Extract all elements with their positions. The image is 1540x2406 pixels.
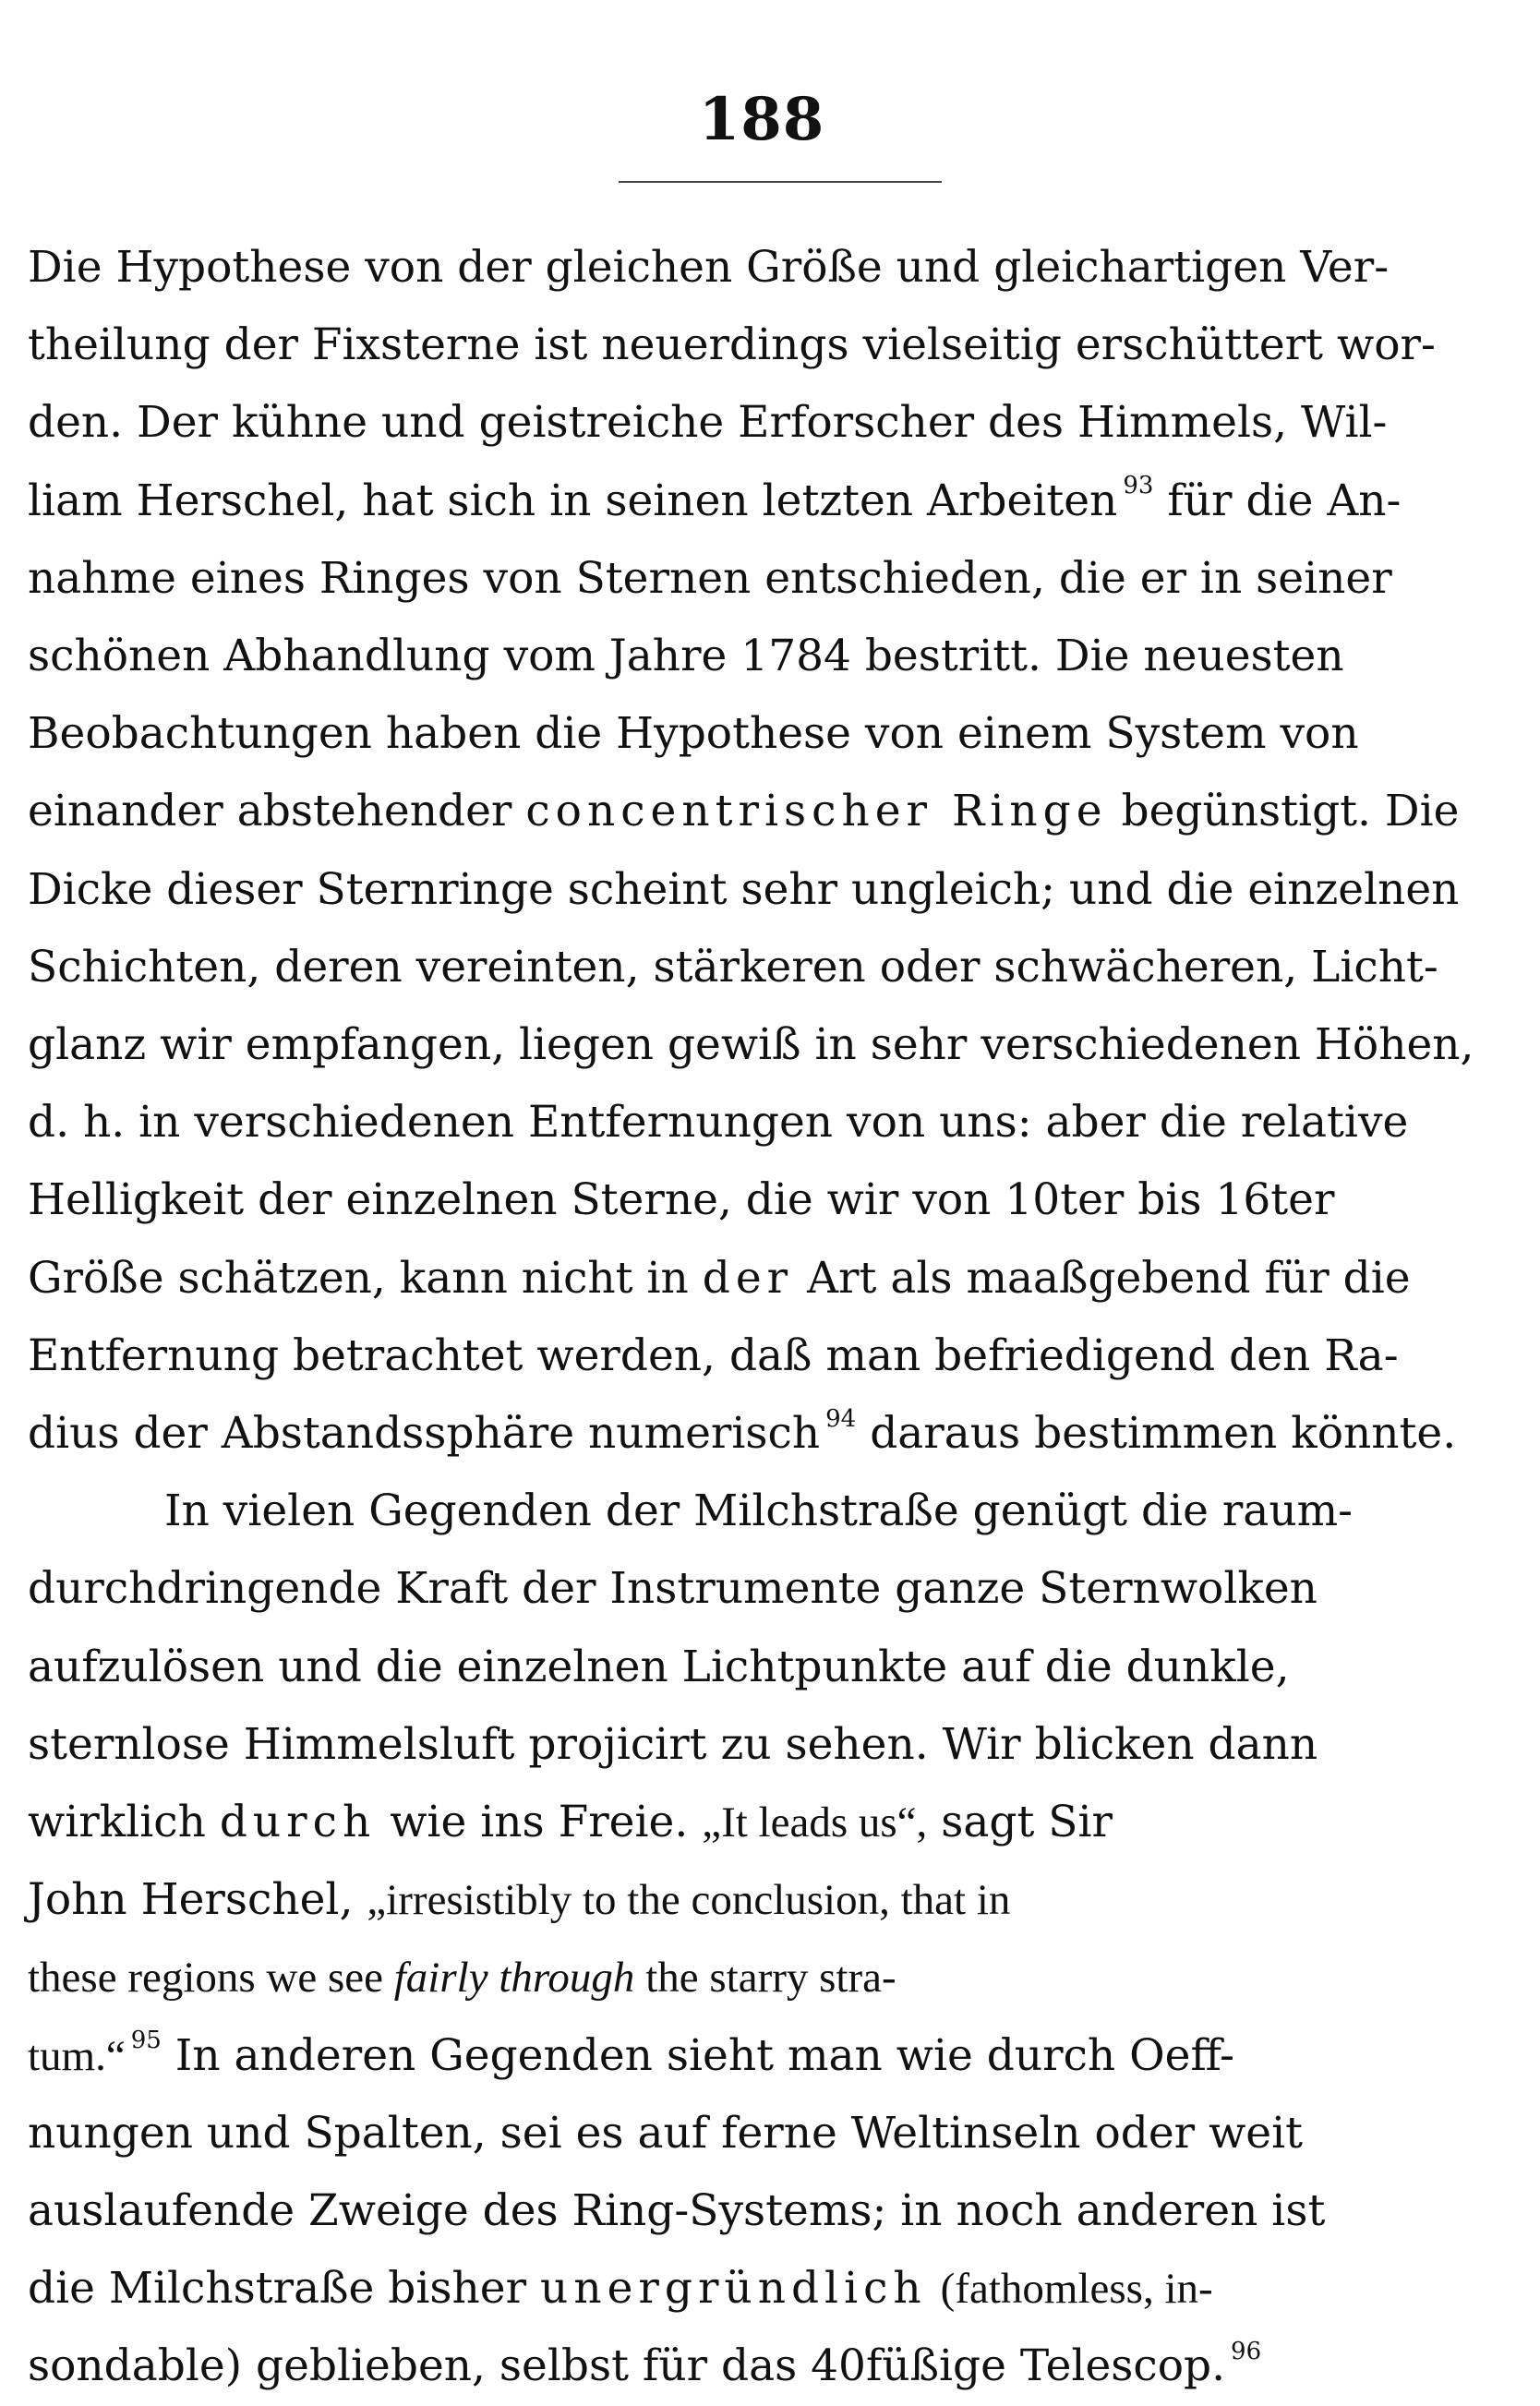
- text-line: [28, 1784, 1496, 1861]
- text-segment: the starry stra-: [645, 1954, 896, 2003]
- english-quote: „irresistibly to the conclusion, that in: [367, 1876, 1011, 1925]
- text-segment: these regions we see: [28, 1954, 383, 2003]
- text-line: [28, 1939, 1496, 2016]
- footnote-marker: 95: [130, 2027, 162, 2055]
- english-quote: tum.“: [28, 2031, 126, 2080]
- footnote-marker: 96: [1231, 2338, 1262, 2366]
- text-segment: wirklich: [28, 1797, 206, 1848]
- text-line: den. Der kühne und geistreiche Erforscher des Himmels, Wil-: [28, 397, 1388, 449]
- book-page: [28, 0, 1496, 2392]
- italic-text: fairly through: [393, 1954, 635, 2003]
- footnote-marker: 94: [825, 1404, 857, 1433]
- english-quote: „It leads us“,: [702, 1798, 928, 1847]
- text-line: schönen Abhandlung vom Jahre 1784 bestritt. Die neuesten: [28, 631, 1344, 682]
- text-segment: In anderen Gegenden sieht man wie durch Oeff-: [174, 2029, 1235, 2081]
- text-line: Die Hypothese von der gleichen Größe und gleichartigen Ver-: [28, 242, 1390, 293]
- text-line: Beobachtungen haben die Hypothese von einem System von: [28, 708, 1359, 760]
- text-line: durchdringende Kraft der Instrumente ganze Sternwolken: [28, 1563, 1317, 1615]
- text-line: nahme eines Ringes von Sternen entschieden, die er in seiner: [28, 552, 1392, 604]
- text-line: [28, 1395, 1496, 1473]
- emphasized-text: der: [702, 1252, 794, 1304]
- header-rule: [619, 181, 942, 183]
- paragraph-2: [28, 1473, 1496, 2405]
- text-segment: wie ins Freie.: [390, 1797, 689, 1848]
- text-segment: John Herschel,: [28, 1874, 354, 1926]
- text-segment: begünstigt. Die: [1121, 786, 1460, 837]
- text-segment: liam Herschel, hat sich in seinen letzten Arbeiten: [28, 475, 1118, 526]
- text-line: Helligkeit der einzelnen Sterne, die wir von 10ter bis 16ter: [28, 1174, 1335, 1226]
- text-segment: (fathomless, in-: [940, 2265, 1213, 2314]
- footnote-marker: 93: [1123, 472, 1154, 500]
- text-line: [28, 463, 1496, 540]
- text-segment: einander abstehender: [28, 786, 512, 837]
- text-segment: sondable) geblieben, selbst für das 40füßige Telescop.: [28, 2340, 1226, 2392]
- text-segment: Größe schätzen, kann nicht in: [28, 1252, 689, 1304]
- paragraph-1: [28, 229, 1496, 1473]
- text-line: Dicke dieser Sternringe scheint sehr ungleich; und die einzelnen: [28, 863, 1460, 915]
- text-line: [28, 773, 1496, 850]
- text-line: theilung der Fixsterne ist neuerdings vielseitig erschüttert wor-: [28, 319, 1436, 371]
- text-segment: daraus bestimmen könnte.: [870, 1408, 1457, 1460]
- text-segment: sagt Sir: [941, 1797, 1113, 1848]
- text-line: Schichten, deren vereinten, stärkeren oder schwächeren, Licht-: [28, 941, 1438, 992]
- emphasized-text: durch: [219, 1797, 377, 1848]
- text-segment: dius der Abstandssphäre numerisch: [28, 1408, 821, 1460]
- text-line: Entfernung betrachtet werden, daß man befriedigend den Ra-: [28, 1329, 1399, 1381]
- text-line: d. h. in verschiedenen Entfernungen von uns: aber die relative: [28, 1097, 1409, 1149]
- page-number: 188: [698, 85, 825, 154]
- text-segment: für die An-: [1167, 475, 1402, 526]
- text-line: [28, 2250, 1496, 2328]
- emphasized-text: concentrischer Ringe: [525, 786, 1108, 837]
- text-line: nungen und Spalten, sei es auf ferne Weltinseln oder weit: [28, 2107, 1304, 2159]
- text-line: [28, 2328, 1496, 2405]
- text-line: [28, 1240, 1496, 1317]
- emphasized-text: unergründlich: [540, 2263, 927, 2315]
- text-line: glanz wir empfangen, liegen gewiß in sehr verschiedenen Höhen,: [28, 1019, 1474, 1071]
- body-text: [28, 229, 1496, 2406]
- text-segment: die Milchstraße bisher: [28, 2263, 527, 2315]
- text-line: auslaufende Zweige des Ring-Systems; in noch anderen ist: [28, 2185, 1326, 2237]
- text-line: In vielen Gegenden der Milchstraße genügt die raum-: [164, 1486, 1354, 1537]
- text-line: [28, 1861, 1496, 1939]
- text-line: aufzulösen und die einzelnen Lichtpunkte auf die dunkle,: [28, 1641, 1290, 1692]
- text-segment: Art als maaßgebend für die: [807, 1252, 1411, 1304]
- text-line: [28, 2017, 1496, 2095]
- text-line: sternlose Himmelsluft projicirt zu sehen. Wir blicken dann: [28, 1718, 1318, 1770]
